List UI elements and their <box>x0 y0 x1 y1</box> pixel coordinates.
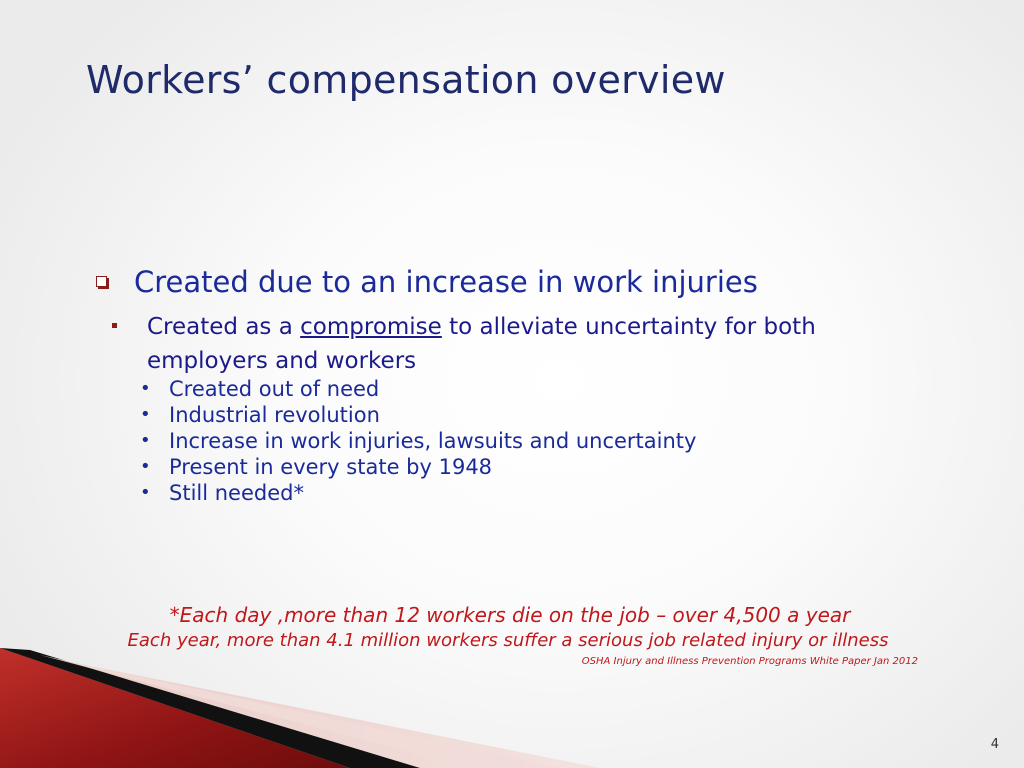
injury-note: Each year, more than 4.1 million workers suffer a serious job related injury or illness <box>127 630 889 651</box>
round-dot-bullet-icon: • <box>140 482 151 503</box>
slide-title: Workers’ compensation overview <box>86 58 726 102</box>
level2-text-underlined: compromise <box>300 314 442 340</box>
source-citation: OSHA Injury and Illness Prevention Programs White Paper Jan 2012 <box>581 656 918 667</box>
list-item-text: Still needed* <box>169 481 304 505</box>
round-dot-bullet-icon: • <box>140 404 151 425</box>
page-number: 4 <box>990 737 999 752</box>
list-item-text: Increase in work injuries, lawsuits and uncertainty <box>169 429 697 453</box>
level1-text: Created due to an increase in work injuries <box>134 265 758 299</box>
list-item-text: Present in every state by 1948 <box>169 455 493 479</box>
level2-text-after: to alleviate uncertainty for both employers and workers <box>147 314 816 374</box>
round-dot-bullet-icon: • <box>140 430 151 451</box>
list-item-text: Industrial revolution <box>169 403 380 427</box>
fatality-note: *Each day ,more than 12 workers die on the job – over 4,500 a year <box>169 603 851 627</box>
round-dot-bullet-icon: • <box>140 378 151 399</box>
level2-text-before: Created as a <box>147 314 301 340</box>
round-dot-bullet-icon: • <box>140 456 151 477</box>
list-item-text: Created out of need <box>169 377 380 401</box>
